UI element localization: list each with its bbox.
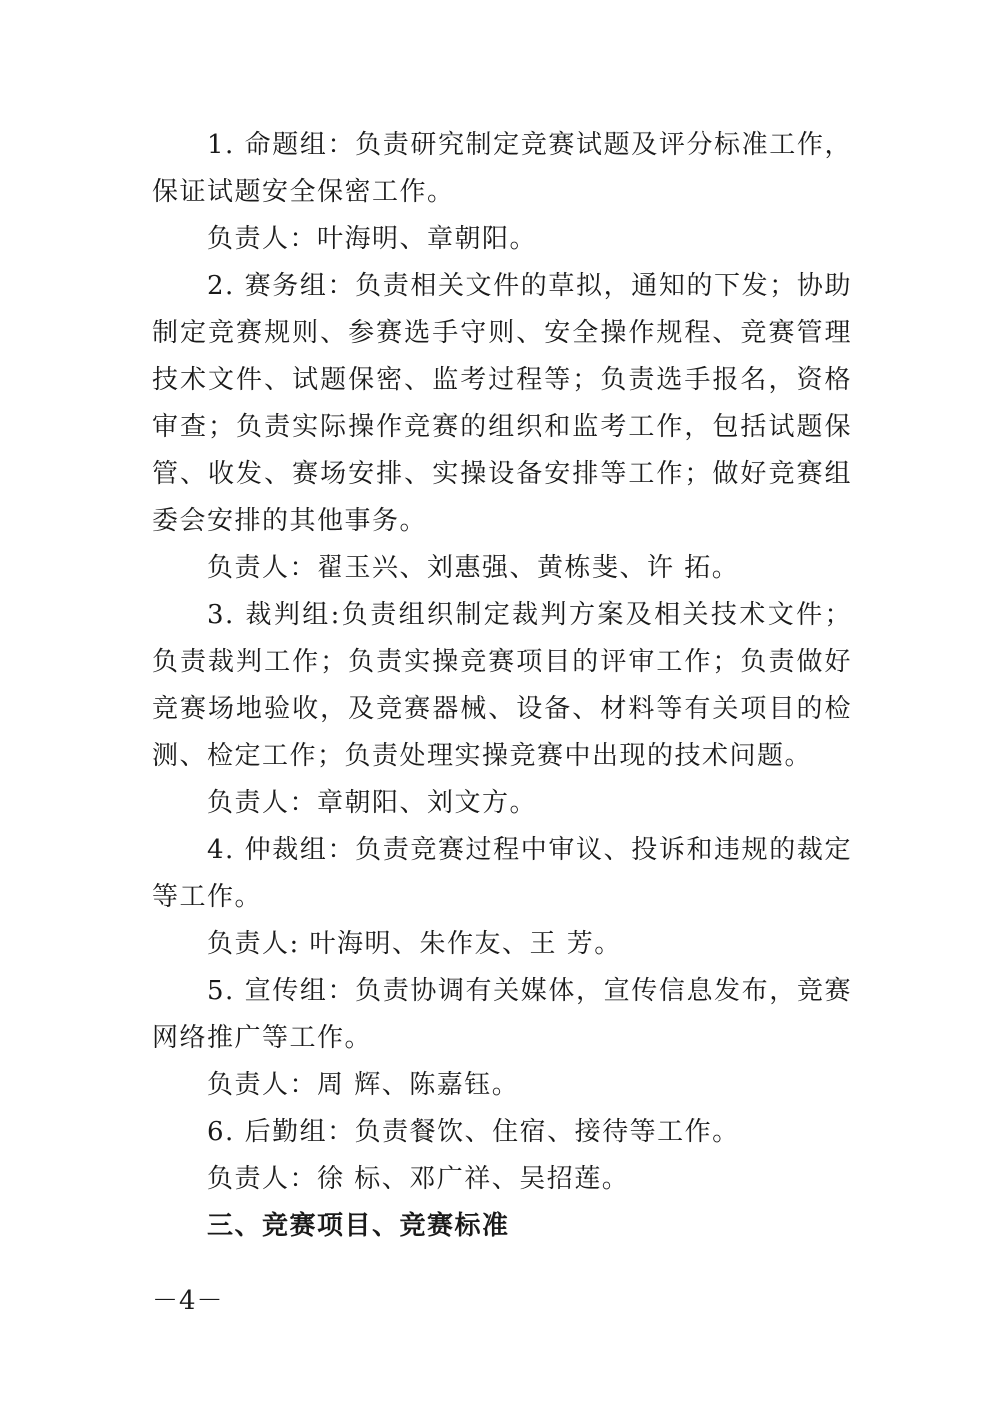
paragraph-publicity-group: 5. 宣传组：负责协调有关媒体，宣传信息发布，竞赛网络推广等工作。: [152, 976, 852, 1053]
paragraph-logistics-leaders: 负责人：徐 标、邓广祥、吴招莲。: [207, 1164, 630, 1194]
paragraph-arbitration-group: 4. 仲裁组：负责竞赛过程中审议、投诉和违规的裁定等工作。: [152, 835, 852, 912]
section-heading: 三、竞赛项目、竞赛标准: [207, 1211, 510, 1241]
paragraph-proposition-leaders: 负责人：叶海明、章朝阳。: [207, 224, 538, 254]
paragraph-affairs-leaders: 负责人：翟玉兴、刘惠强、黄栋斐、许 拓。: [207, 553, 740, 583]
paragraph-publicity-leaders: 负责人：周 辉、陈嘉钰。: [207, 1070, 520, 1100]
paragraph-arbitration-leaders: 负责人: 叶海明、朱作友、王 芳。: [207, 929, 622, 959]
page-number: －4－: [152, 1286, 224, 1316]
paragraph-proposition-group: 1. 命题组：负责研究制定竞赛试题及评分标准工作，保证试题安全保密工作。: [152, 130, 852, 207]
paragraph-referee-leaders: 负责人：章朝阳、刘文方。: [207, 788, 538, 818]
paragraph-affairs-group: 2. 赛务组：负责相关文件的草拟，通知的下发；协助制定竞赛规则、参赛选手守则、安全操作规程、竞赛管理技术文件、试题保密、监考过程等；负责选手报名，资格审查；负责实际操作竞赛的组织和监考工作，包括试题保管、收发、赛场安排、实操设备安排等工作；做好竞赛组委会安排的其他事务。: [152, 271, 852, 536]
paragraph-referee-group: 3. 裁判组:负责组织制定裁判方案及相关技术文件；负责裁判工作；负责实操竞赛项目的评审工作；负责做好竞赛场地验收，及竞赛器械、设备、材料等有关项目的检测、检定工作；负责处理实操竞赛中出现的技术问题。: [152, 600, 852, 771]
document-body: [152, 122, 852, 1250]
paragraph-logistics-group: 6. 后勤组：负责餐饮、住宿、接待等工作。: [207, 1117, 740, 1147]
